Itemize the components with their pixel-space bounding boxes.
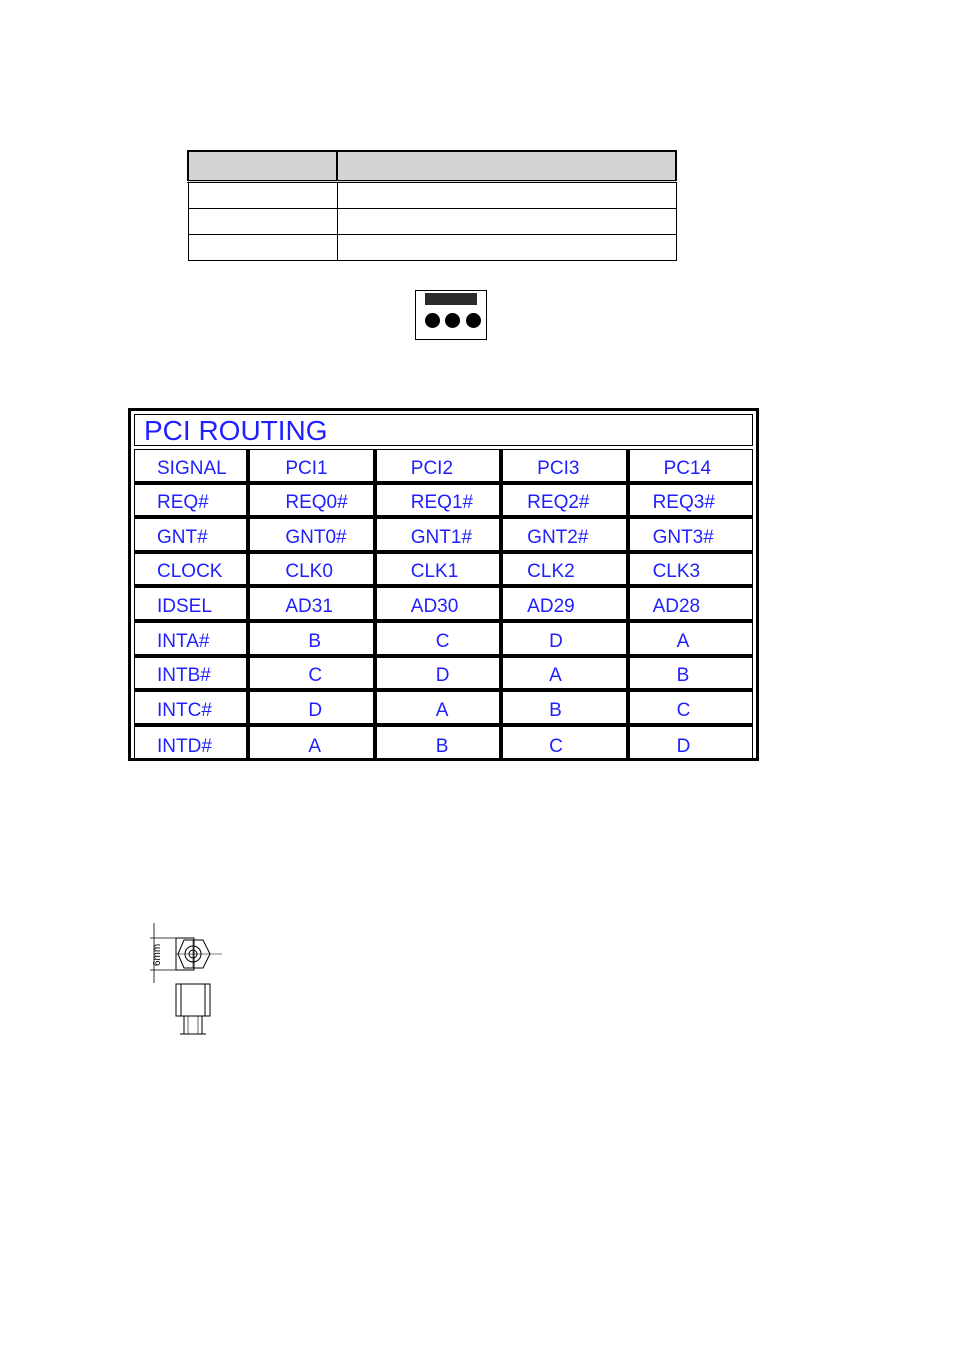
pci-cell: GNT1# bbox=[410, 526, 473, 548]
pci-cell: AD30 bbox=[410, 595, 459, 617]
table-row bbox=[134, 622, 753, 657]
pci-cell: D bbox=[676, 736, 691, 758]
jumper-cell bbox=[337, 209, 676, 235]
pci-cell: REQ2# bbox=[527, 492, 590, 514]
pci-cell: GNT3# bbox=[652, 526, 714, 548]
jumper-table-row bbox=[188, 182, 676, 209]
pci-header-slot1: PCI1 bbox=[285, 457, 328, 479]
pci-cell: REQ3# bbox=[652, 492, 715, 514]
pci-cell: GNT2# bbox=[527, 526, 589, 548]
pci-cell: A bbox=[435, 699, 449, 721]
pci-cell: D bbox=[435, 665, 450, 687]
pci-cell: D bbox=[549, 630, 563, 652]
jumper-header-cell-1 bbox=[337, 151, 676, 182]
pci-signal-name: GNT# bbox=[157, 526, 208, 548]
table-row bbox=[134, 657, 753, 692]
pci-header-slot3: PCI3 bbox=[537, 457, 580, 479]
pci-cell: D bbox=[308, 699, 323, 721]
jumper-pin-2 bbox=[445, 313, 460, 328]
pci-cell: AD29 bbox=[527, 595, 575, 617]
pci-header-slot4: PC14 bbox=[663, 457, 712, 479]
table-row bbox=[134, 518, 753, 553]
pci-cell: C bbox=[308, 665, 323, 687]
pci-routing-title: PCI ROUTING bbox=[134, 414, 753, 446]
pci-cell: C bbox=[676, 699, 691, 721]
pci-cell: CLK1 bbox=[410, 561, 459, 583]
pci-cell: B bbox=[435, 736, 449, 758]
table-row bbox=[134, 726, 753, 761]
pci-cell: AD28 bbox=[652, 595, 701, 617]
jumper-cell bbox=[188, 182, 337, 209]
table-row bbox=[134, 691, 753, 726]
pci-cell: C bbox=[549, 736, 563, 758]
pci-routing-table bbox=[128, 408, 759, 761]
pci-signal-name: INTB# bbox=[157, 665, 211, 687]
jumper-table-row bbox=[188, 235, 676, 261]
pci-cell: B bbox=[549, 699, 562, 721]
pci-signal-name: REQ# bbox=[157, 492, 209, 514]
jumper-pin-3 bbox=[466, 313, 481, 328]
pci-cell: CLK3 bbox=[652, 561, 701, 583]
pci-signal-name: INTC# bbox=[157, 699, 212, 721]
standoff-dimension-label: 6mm bbox=[152, 943, 163, 966]
pci-cell: B bbox=[676, 665, 690, 687]
jumper-cell bbox=[337, 182, 676, 209]
pci-cell: REQ1# bbox=[410, 492, 474, 514]
jumper-pin-1 bbox=[425, 313, 440, 328]
jumper-setting-table bbox=[187, 150, 677, 261]
pci-header-row bbox=[134, 449, 753, 484]
pci-signal-name: INTD# bbox=[157, 736, 212, 758]
pci-cell: A bbox=[308, 736, 322, 758]
pci-cell: REQ0# bbox=[285, 492, 348, 514]
pci-cell: CLK0 bbox=[285, 561, 333, 583]
jumper-cap bbox=[425, 293, 477, 305]
standoff-drawing bbox=[140, 918, 230, 1040]
hex-standoff-side-view bbox=[176, 984, 210, 1034]
jumper-cell bbox=[337, 235, 676, 261]
jumper-table-row bbox=[188, 209, 676, 235]
pci-cell: A bbox=[549, 665, 562, 687]
jumper-cell bbox=[188, 209, 337, 235]
pci-cell: B bbox=[308, 630, 322, 652]
jumper-table-header bbox=[188, 151, 676, 182]
pci-signal-name: IDSEL bbox=[157, 595, 212, 617]
pci-signal-name: INTA# bbox=[157, 630, 210, 652]
jumper-header-cell-0 bbox=[188, 151, 337, 182]
pci-cell: C bbox=[435, 630, 450, 652]
jumper-cell bbox=[188, 235, 337, 261]
pci-cell: AD31 bbox=[285, 595, 333, 617]
pci-header-signal: SIGNAL bbox=[157, 457, 227, 479]
pci-header-slot2: PCI2 bbox=[410, 457, 454, 479]
table-row bbox=[134, 484, 753, 519]
table-row bbox=[134, 553, 753, 588]
pci-cell: CLK2 bbox=[527, 561, 575, 583]
table-row bbox=[134, 587, 753, 622]
pci-cell: A bbox=[676, 630, 690, 652]
pci-cell: GNT0# bbox=[285, 526, 347, 548]
pci-signal-name: CLOCK bbox=[157, 561, 223, 583]
pci-routing-grid bbox=[134, 449, 753, 760]
jumper-pin-diagram bbox=[415, 290, 487, 340]
